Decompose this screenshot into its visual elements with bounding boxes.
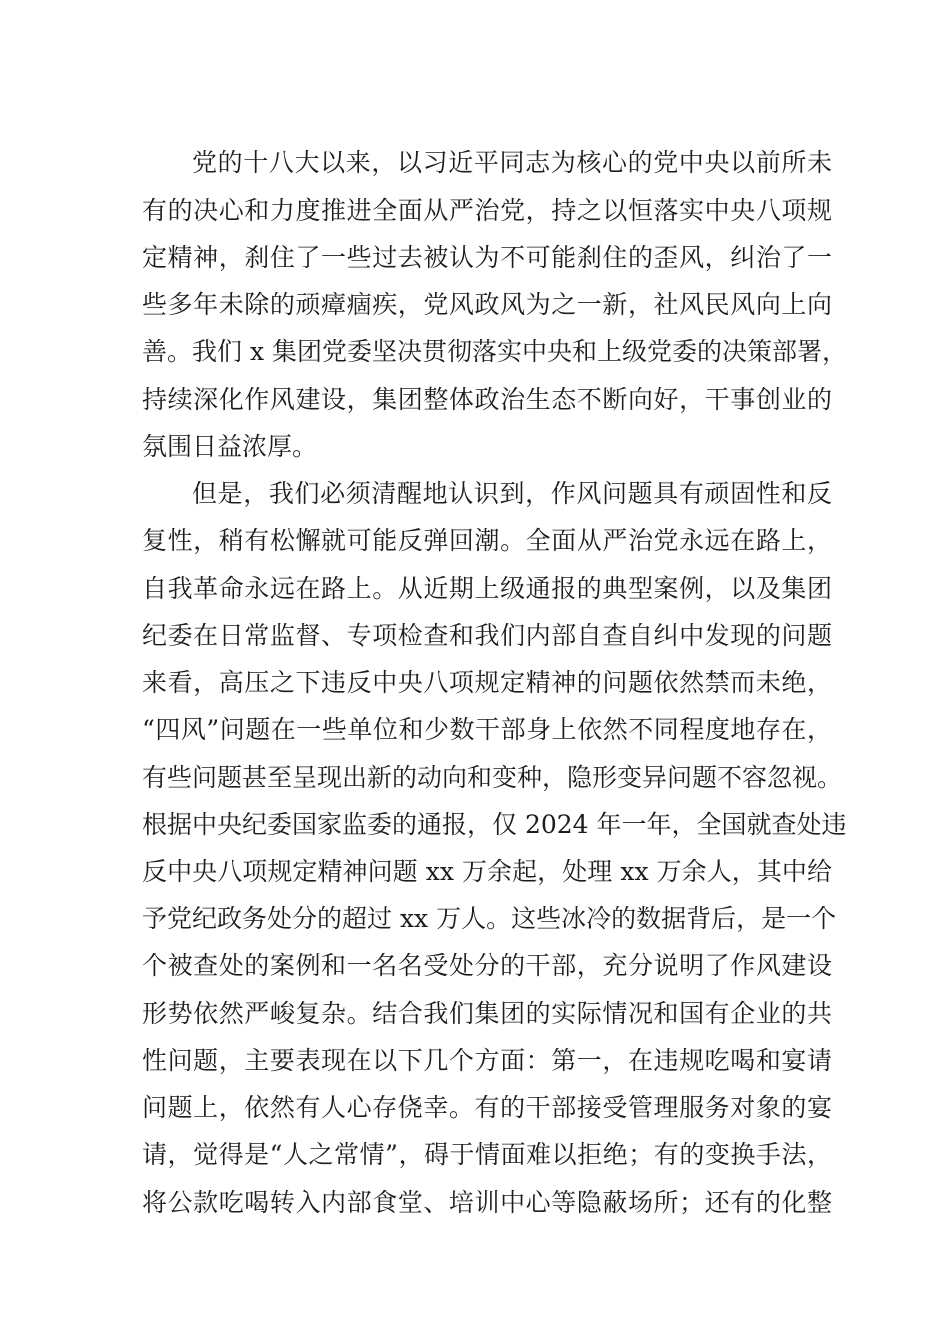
paragraph-1-line-2: 有的决心和力度推进全面从严治党，持之以恒落实中央八项规 (142, 196, 832, 225)
paragraph-2-line-15: 请，觉得是“人之常情”，碍于情面难以拒绝；有的变换手法， (142, 1140, 832, 1169)
paragraph-1-line-7: 氛围日益浓厚。 (142, 432, 318, 461)
paragraph-2-line-2: 复性，稍有松懈就可能反弹回潮。全面从严治党永远在路上， (142, 526, 832, 555)
paragraph-2-line-13: 性问题，主要表现在以下几个方面：第一，在违规吃喝和宴请 (142, 1046, 832, 1075)
paragraph-2-line-10: 予党纪政务处分的超过 xx 万人。这些冰冷的数据背后，是一个 (142, 904, 837, 933)
paragraph-2-line-14: 问题上，依然有人心存侥幸。有的干部接受管理服务对象的宴 (142, 1093, 832, 1122)
paragraph-1-line-3: 定精神，刹住了一些过去被认为不可能刹住的歪风，纠治了一 (142, 243, 832, 272)
paragraph-2-line-3: 自我革命永远在路上。从近期上级通报的典型案例，以及集团 (142, 574, 832, 603)
paragraph-2-line-1: 但是，我们必须清醒地认识到，作风问题具有顽固性和反 (192, 479, 832, 508)
paragraph-2-line-11: 个被查处的案例和一名名受处分的干部，充分说明了作风建设 (142, 951, 832, 980)
paragraph-1-line-1: 党的十八大以来，以习近平同志为核心的党中央以前所未 (192, 148, 832, 177)
paragraph-2-line-9: 反中央八项规定精神问题 xx 万余起，处理 xx 万余人，其中给 (142, 857, 832, 886)
paragraph-1-line-5: 善。我们 x 集团党委坚决贯彻落实中央和上级党委的决策部署， (142, 337, 847, 366)
paragraph-2-line-12: 形势依然严峻复杂。结合我们集团的实际情况和国有企业的共 (142, 999, 832, 1028)
paragraph-2-line-5: 来看，高压之下违反中央八项规定精神的问题依然禁而未绝， (142, 668, 832, 697)
paragraph-1-line-4: 些多年未除的顽瘴痼疾，党风政风为之一新，社风民风向上向 (142, 290, 832, 319)
paragraph-2-line-6: “四风”问题在一些单位和少数干部身上依然不同程度地存在， (142, 715, 832, 744)
paragraph-2-line-8: 根据中央纪委国家监委的通报，仅 2024 年一年，全国就查处违 (142, 810, 847, 839)
paragraph-1-line-6: 持续深化作风建设，集团整体政治生态不断向好，干事创业的 (142, 385, 832, 414)
paragraph-2-line-7: 有些问题甚至呈现出新的动向和变种，隐形变异问题不容忽视。 (142, 763, 843, 792)
paragraph-2-line-4: 纪委在日常监督、专项检查和我们内部自查自纠中发现的问题 (142, 621, 832, 650)
paragraph-2-line-16: 将公款吃喝转入内部食堂、培训中心等隐蔽场所；还有的化整 (142, 1188, 832, 1217)
